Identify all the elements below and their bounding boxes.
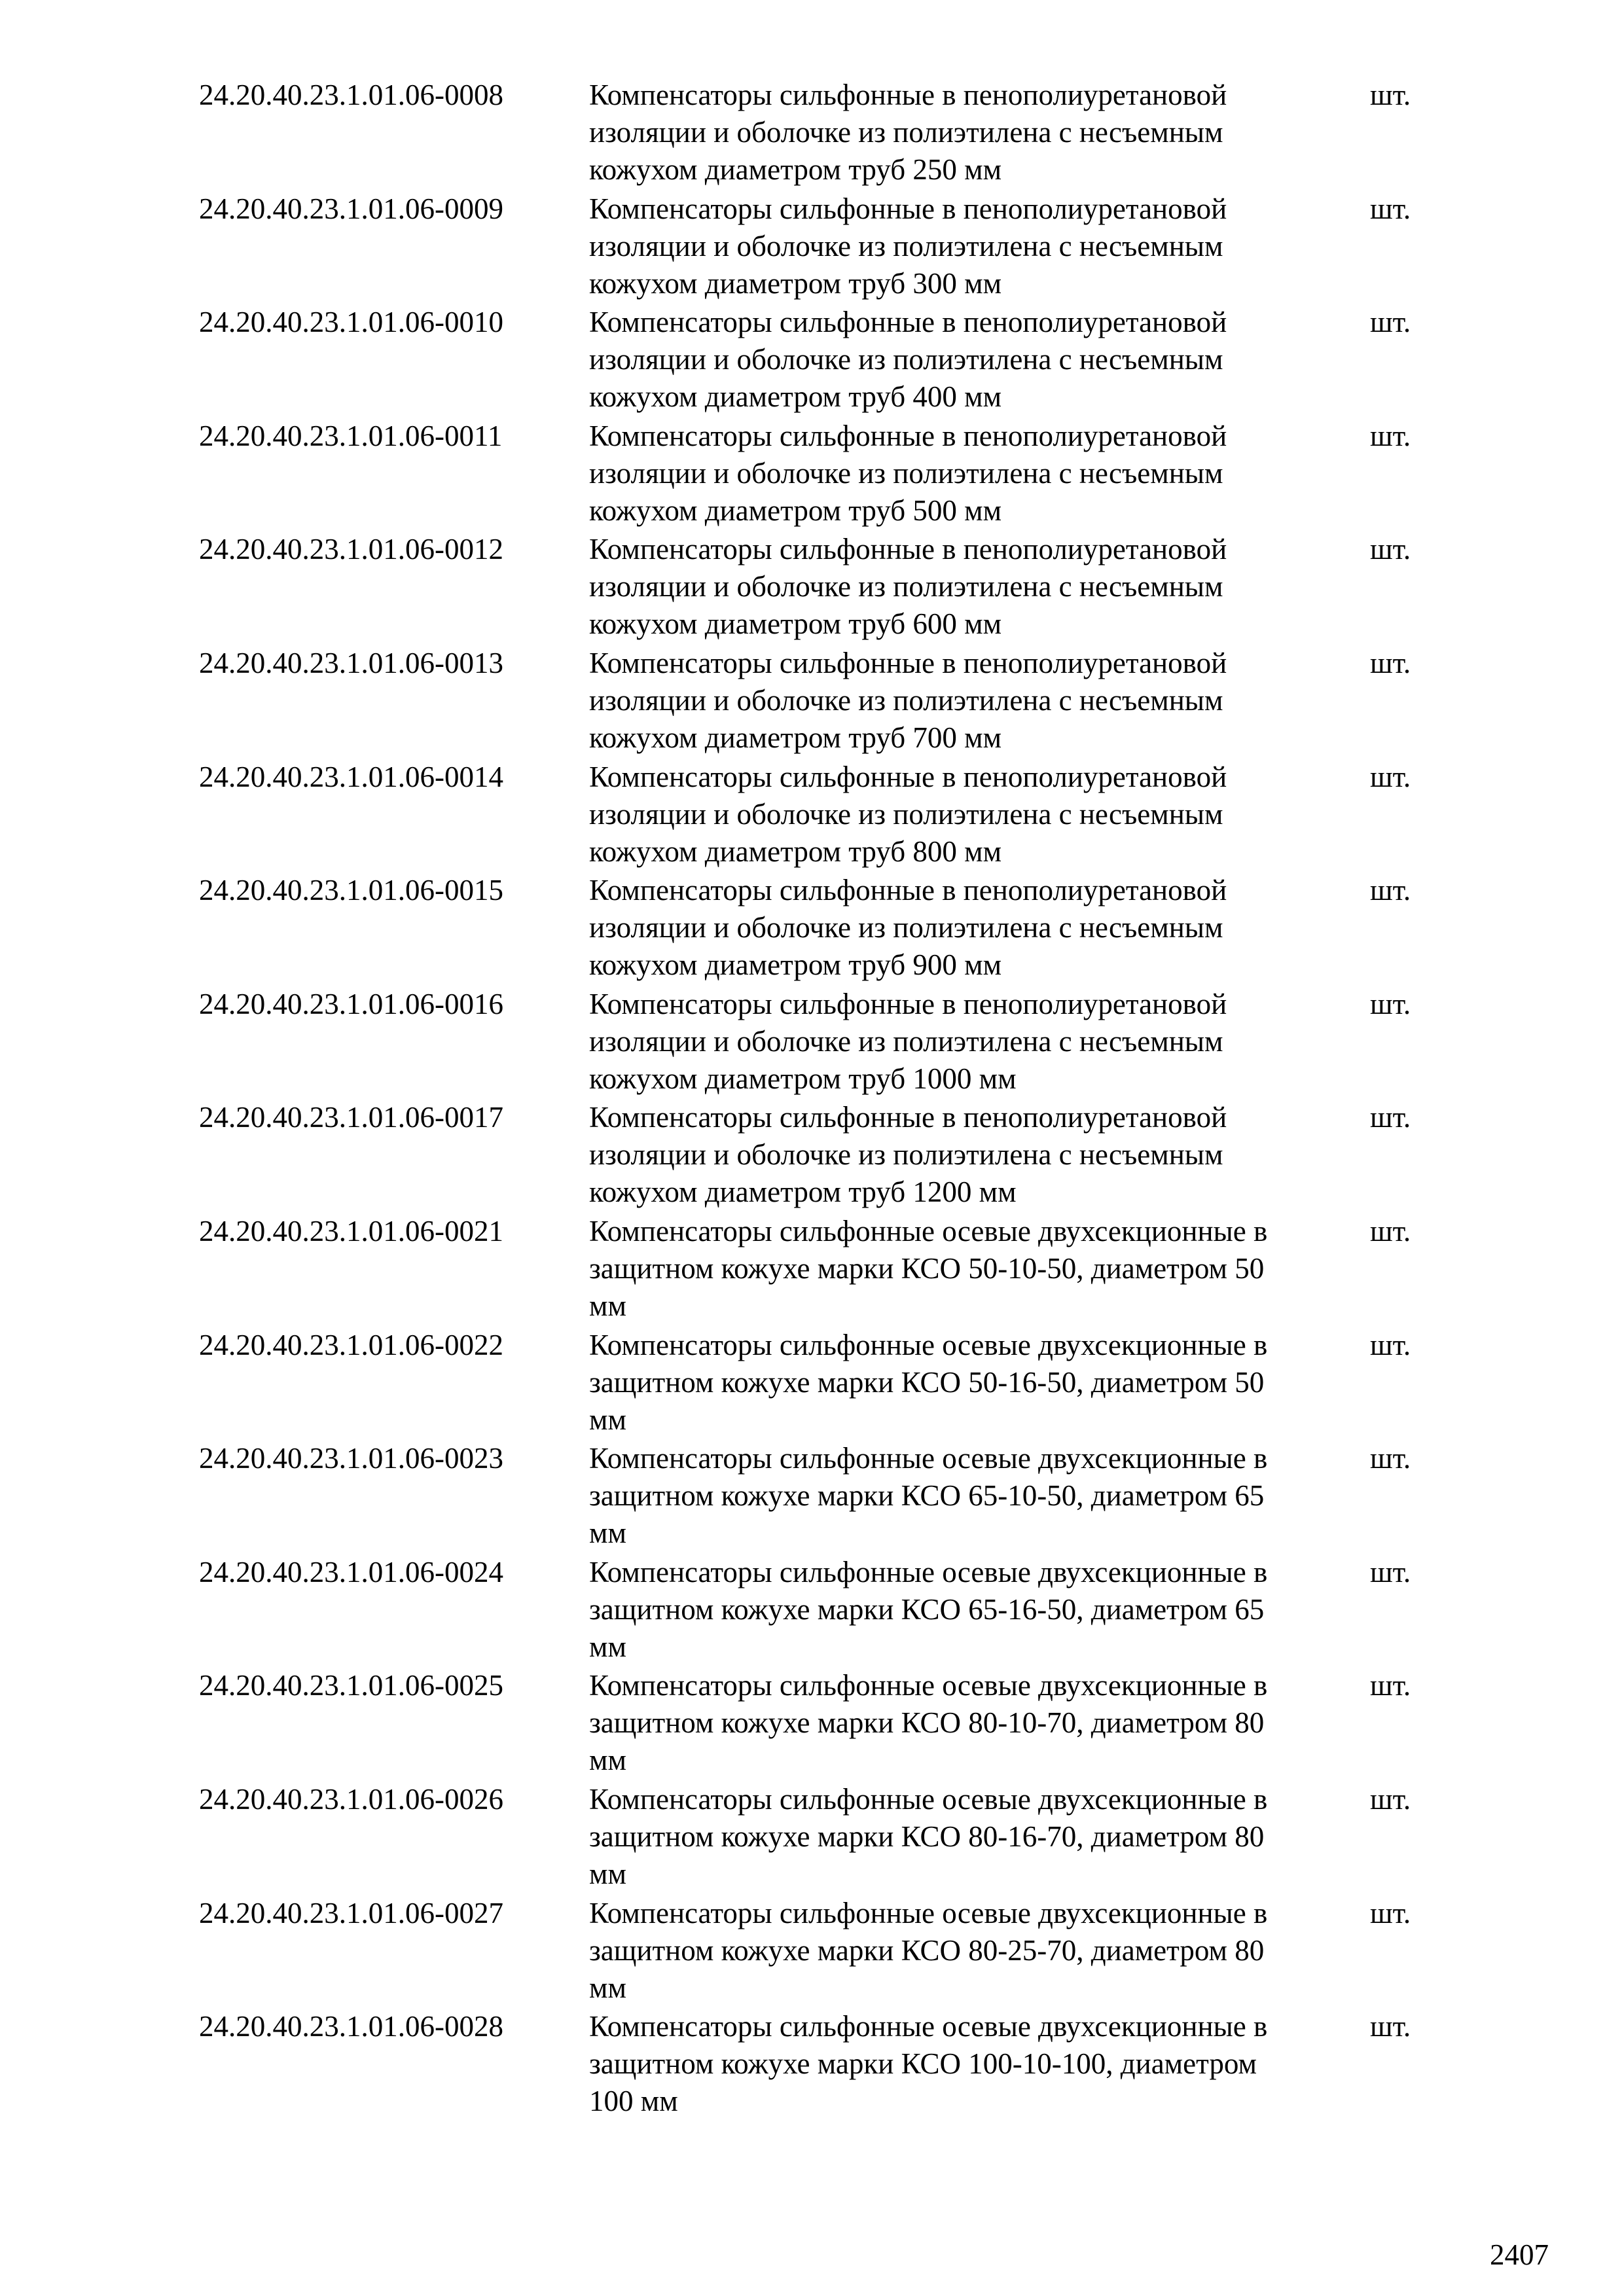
table-row (0, 1667, 1624, 1781)
item-description: Компенсаторы сильфонные осевые двухсекционные в защитном кожухе марки КСО 65-10-50, диаметром 65 мм (589, 1442, 1268, 1550)
item-code: 24.20.40.23.1.01.06-0026 (199, 1782, 503, 1816)
item-unit: шт. (1370, 1328, 1411, 1361)
table-row (0, 531, 1624, 645)
item-unit: шт. (1370, 987, 1411, 1020)
item-unit: шт. (1370, 419, 1411, 452)
item-description: Компенсаторы сильфонные в пенополиуретановой изоляции и оболочке из полиэтилена с несъемным кожухом диаметром труб 300 мм (589, 192, 1227, 300)
table-row (0, 1213, 1624, 1327)
item-code: 24.20.40.23.1.01.06-0014 (199, 760, 503, 793)
item-code: 24.20.40.23.1.01.06-0023 (199, 1442, 503, 1475)
item-unit: шт. (1370, 874, 1411, 907)
item-unit: шт. (1370, 1214, 1411, 1247)
table-row (0, 77, 1624, 190)
table-row (0, 872, 1624, 986)
item-code: 24.20.40.23.1.01.06-0028 (199, 2010, 503, 2043)
item-unit: шт. (1370, 1442, 1411, 1475)
table-row (0, 1781, 1624, 1895)
item-unit: шт. (1370, 646, 1411, 679)
item-unit: шт. (1370, 533, 1411, 566)
item-unit: шт. (1370, 2010, 1411, 2043)
table-row (0, 1895, 1624, 2009)
table-row (0, 418, 1624, 531)
item-code: 24.20.40.23.1.01.06-0010 (199, 306, 503, 339)
item-description: Компенсаторы сильфонные осевые двухсекционные в защитном кожухе марки КСО 50-16-50, диаметром 50 мм (589, 1328, 1268, 1436)
item-code: 24.20.40.23.1.01.06-0011 (199, 419, 503, 452)
item-code: 24.20.40.23.1.01.06-0025 (199, 1669, 503, 1702)
table-row (0, 190, 1624, 304)
item-unit: шт. (1370, 1896, 1411, 1929)
item-description: Компенсаторы сильфонные в пенополиуретановой изоляции и оболочке из полиэтилена с несъемным кожухом диаметром труб 500 мм (589, 419, 1227, 527)
item-description: Компенсаторы сильфонные осевые двухсекционные в защитном кожухе марки КСО 80-25-70, диаметром 80 мм (589, 1896, 1268, 2004)
table-row (0, 2008, 1624, 2122)
item-code: 24.20.40.23.1.01.06-0021 (199, 1214, 503, 1247)
item-code: 24.20.40.23.1.01.06-0022 (199, 1328, 503, 1361)
item-code: 24.20.40.23.1.01.06-0013 (199, 646, 503, 679)
item-code: 24.20.40.23.1.01.06-0027 (199, 1896, 503, 1929)
item-description: Компенсаторы сильфонные осевые двухсекционные в защитном кожухе марки КСО 50-10-50, диаметром 50 мм (589, 1214, 1268, 1322)
table-row (0, 1554, 1624, 1668)
item-unit: шт. (1370, 1555, 1411, 1588)
item-description: Компенсаторы сильфонные осевые двухсекционные в защитном кожухе марки КСО 80-16-70, диаметром 80 мм (589, 1782, 1268, 1890)
table-row (0, 304, 1624, 418)
item-code: 24.20.40.23.1.01.06-0017 (199, 1101, 503, 1134)
item-description: Компенсаторы сильфонные в пенополиуретановой изоляции и оболочке из полиэтилена с несъемным кожухом диаметром труб 400 мм (589, 306, 1227, 414)
table-row (0, 759, 1624, 872)
item-description: Компенсаторы сильфонные в пенополиуретановой изоляции и оболочке из полиэтилена с несъемным кожухом диаметром труб 250 мм (589, 79, 1227, 186)
item-unit: шт. (1370, 760, 1411, 793)
item-code: 24.20.40.23.1.01.06-0016 (199, 987, 503, 1020)
item-description: Компенсаторы сильфонные в пенополиуретановой изоляции и оболочке из полиэтилена с несъемным кожухом диаметром труб 600 мм (589, 533, 1227, 641)
item-code: 24.20.40.23.1.01.06-0015 (199, 874, 503, 907)
price-list-table (0, 77, 1624, 2122)
item-description: Компенсаторы сильфонные в пенополиуретановой изоляции и оболочке из полиэтилена с несъемным кожухом диаметром труб 900 мм (589, 874, 1227, 982)
table-row (0, 986, 1624, 1100)
table-row (0, 1327, 1624, 1441)
item-description: Компенсаторы сильфонные осевые двухсекционные в защитном кожухе марки КСО 100-10-100, диаметром 100 мм (589, 2010, 1268, 2118)
item-code: 24.20.40.23.1.01.06-0012 (199, 533, 503, 566)
item-code: 24.20.40.23.1.01.06-0008 (199, 79, 503, 111)
page-number: 2407 (1490, 2238, 1549, 2271)
item-unit: шт. (1370, 192, 1411, 225)
item-description: Компенсаторы сильфонные осевые двухсекционные в защитном кожухе марки КСО 65-16-50, диаметром 65 мм (589, 1555, 1268, 1663)
item-description: Компенсаторы сильфонные в пенополиуретановой изоляции и оболочке из полиэтилена с несъемным кожухом диаметром труб 800 мм (589, 760, 1227, 868)
item-unit: шт. (1370, 79, 1411, 111)
item-unit: шт. (1370, 1669, 1411, 1702)
item-description: Компенсаторы сильфонные в пенополиуретановой изоляции и оболочке из полиэтилена с несъемным кожухом диаметром труб 1000 мм (589, 987, 1227, 1095)
item-description: Компенсаторы сильфонные осевые двухсекционные в защитном кожухе марки КСО 80-10-70, диаметром 80 мм (589, 1669, 1268, 1777)
item-description: Компенсаторы сильфонные в пенополиуретановой изоляции и оболочке из полиэтилена с несъемным кожухом диаметром труб 700 мм (589, 646, 1227, 754)
item-code: 24.20.40.23.1.01.06-0009 (199, 192, 503, 225)
item-description: Компенсаторы сильфонные в пенополиуретановой изоляции и оболочке из полиэтилена с несъемным кожухом диаметром труб 1200 мм (589, 1101, 1227, 1209)
item-unit: шт. (1370, 306, 1411, 339)
table-row (0, 645, 1624, 759)
item-unit: шт. (1370, 1101, 1411, 1134)
table-row (0, 1440, 1624, 1554)
item-unit: шт. (1370, 1782, 1411, 1816)
table-row (0, 1099, 1624, 1213)
item-code: 24.20.40.23.1.01.06-0024 (199, 1555, 503, 1588)
